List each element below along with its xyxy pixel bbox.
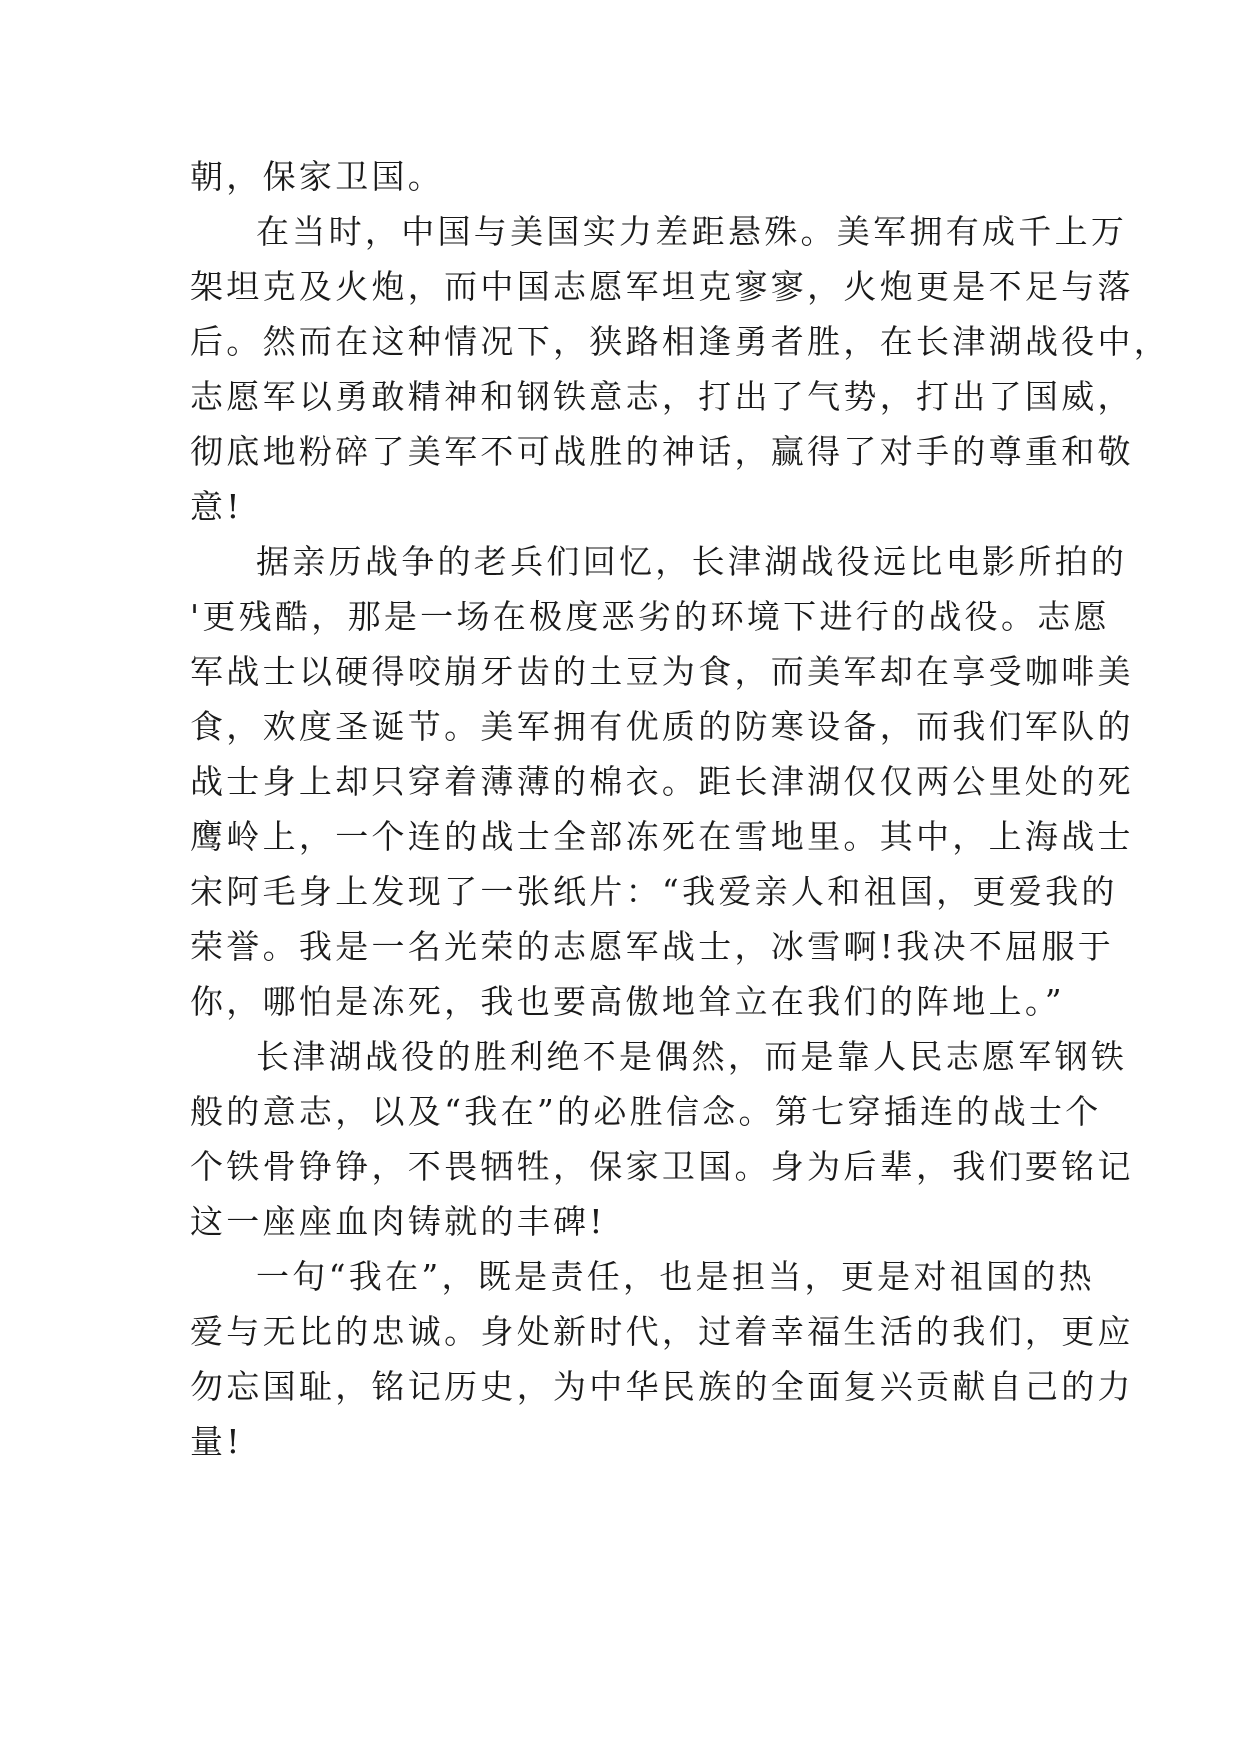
- text-line: '更残酷，那是一场在极度恶劣的环境下进行的战役。志愿: [190, 597, 1110, 636]
- text-line: 宋阿毛身上发现了一张纸片：“我爱亲人和祖国，更爱我的: [190, 872, 1118, 911]
- paragraph-4: [190, 1249, 1134, 1469]
- text-line: 朝，保家卫国。: [190, 157, 445, 196]
- text-line: 食，欢度圣诞节。美军拥有优质的防寒设备，而我们军队的: [190, 707, 1134, 746]
- text-line: 后。然而在这种情况下，狭路相逢勇者胜，在长津湖战役中，: [190, 322, 1171, 361]
- text-line: 个铁骨铮铮，不畏牺牲，保家卫国。身为后辈，我们要铭记: [190, 1147, 1134, 1186]
- paragraph-3: [190, 1029, 1134, 1249]
- text-line: 一句“我在”，既是责任，也是担当，更是对祖国的热: [256, 1257, 1095, 1296]
- text-line: 你，哪怕是冻死，我也要高傲地耸立在我们的阵地上。”: [190, 982, 1065, 1021]
- text-line: 荣誉。我是一名光荣的志愿军战士，冰雪啊!我决不屈服于: [190, 927, 1115, 966]
- paragraph-2: [190, 534, 1134, 1029]
- text-line: 据亲历战争的老兵们回忆，长津湖战役远比电影所拍的: [256, 542, 1128, 581]
- text-line: 军战士以硬得咬崩牙齿的土豆为食，而美军却在享受咖啡美: [190, 652, 1134, 691]
- text-line: 志愿军以勇敢精神和钢铁意志，打出了气势，打出了国威，: [190, 377, 1134, 416]
- paragraph-0: [190, 149, 1050, 204]
- text-line: 鹰岭上，一个连的战士全部冻死在雪地里。其中，上海战士: [190, 817, 1134, 856]
- text-line: 般的意志，以及“我在”的必胜信念。第七穿插连的战士个: [190, 1092, 1102, 1131]
- text-line: 在当时，中国与美国实力差距悬殊。美军拥有成千上万: [256, 212, 1128, 251]
- text-line: 长津湖战役的胜利绝不是偶然，而是靠人民志愿军钢铁: [256, 1037, 1128, 1076]
- text-line: 爱与无比的忠诚。身处新时代，过着幸福生活的我们，更应: [190, 1312, 1134, 1351]
- document-page: [190, 149, 1171, 1469]
- text-line: 架坦克及火炮，而中国志愿军坦克寥寥，火炮更是不足与落: [190, 267, 1134, 306]
- text-line: 战士身上却只穿着薄薄的棉衣。距长津湖仅仅两公里处的死: [190, 762, 1134, 801]
- text-line: 这一座座血肉铸就的丰碑!: [190, 1202, 606, 1241]
- text-line: 彻底地粉碎了美军不可战胜的神话，赢得了对手的尊重和敬: [190, 432, 1134, 471]
- text-line: 意!: [190, 487, 243, 526]
- text-line: 量!: [190, 1422, 243, 1461]
- text-line: 勿忘国耻，铭记历史，为中华民族的全面复兴贡献自己的力: [190, 1367, 1134, 1406]
- paragraph-1: [190, 204, 1171, 534]
